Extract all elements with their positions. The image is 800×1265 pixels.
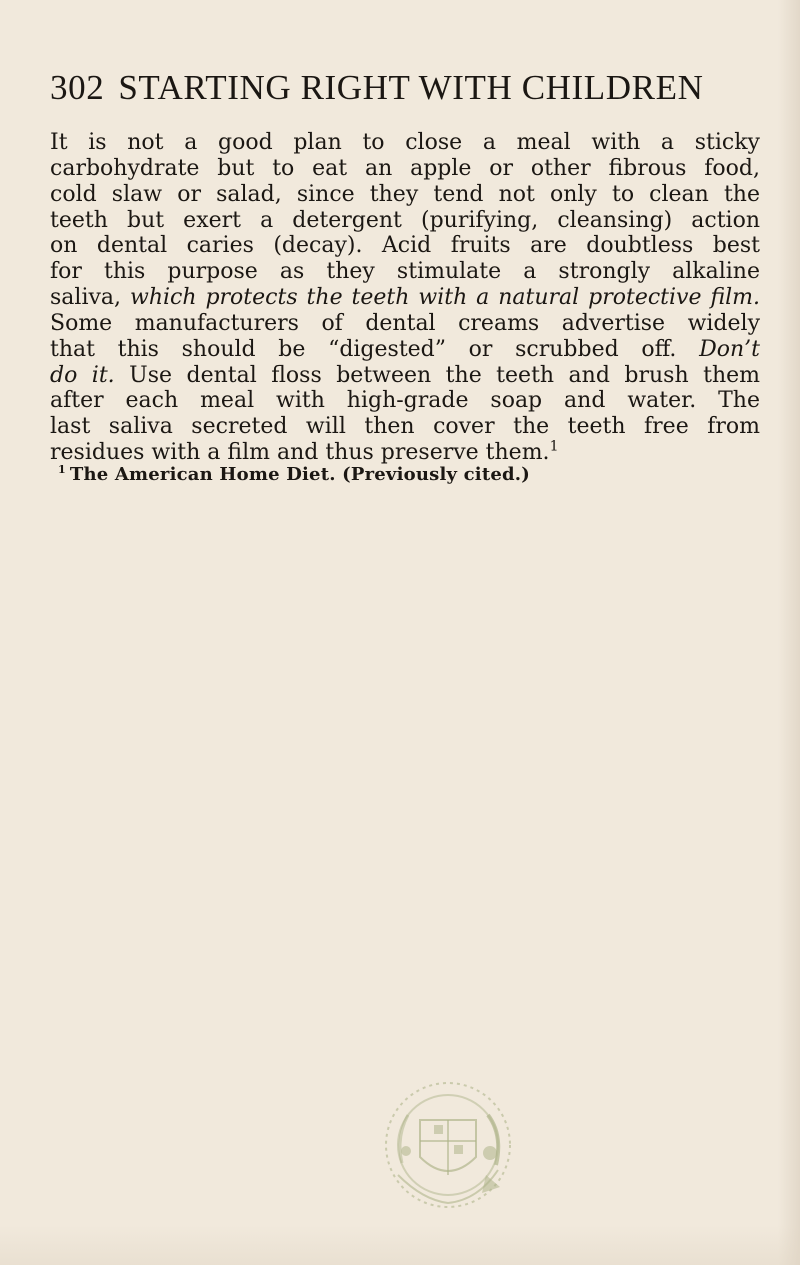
footnote-text: The American Home Diet. (Previously cited.) — [69, 464, 530, 485]
text-line: last saliva secreted will then cover the teeth free from — [50, 414, 760, 440]
emphasized-text: which protects the teeth with a natural protective film. — [129, 285, 761, 311]
text-line — [50, 285, 760, 311]
text-line: Some manufacturers of dental creams advertise widely — [50, 310, 760, 336]
text-segment: residues with a film and thus preserve them. — [50, 440, 550, 466]
text-line: cold slaw or salad, since they tend not only to clean the — [50, 181, 760, 207]
text-line: after each meal with high-grade soap and water. The — [50, 388, 760, 414]
text-line — [50, 337, 760, 363]
text-line — [50, 440, 760, 466]
page-edge-shadow — [778, 0, 800, 1265]
footnote-marker: 1 — [58, 463, 66, 476]
emphasized-text: Don’t — [699, 336, 760, 362]
text-line: carbohydrate but to eat an apple or other fibrous food, — [50, 155, 760, 181]
text-line: on dental caries (decay). Acid fruits are doubtless best — [50, 233, 760, 259]
text-line: teeth but exert a detergent (purifying, cleansing) action — [50, 207, 760, 233]
footnote — [58, 464, 530, 486]
text-line: It is not a good plan to close a meal with a sticky — [50, 130, 760, 155]
text-segment: that this should be “digested” or scrubbed off. — [50, 336, 677, 362]
library-stamp-seal-icon — [378, 1075, 518, 1215]
text-line: for this purpose as they stimulate a strongly alkaline — [50, 259, 760, 285]
page-bottom-shadow — [0, 1225, 800, 1265]
running-title: STARTING RIGHT WITH CHILDREN — [118, 68, 704, 107]
page-number: 302 — [50, 68, 105, 107]
running-head — [50, 68, 750, 108]
footnote-reference: 1 — [549, 438, 559, 455]
text-segment: Use dental floss between the teeth and brush them — [129, 362, 760, 388]
emphasized-text: do it. — [50, 362, 115, 388]
body-paragraph — [50, 130, 760, 466]
text-line — [50, 363, 760, 389]
text-segment: saliva, — [50, 285, 122, 311]
